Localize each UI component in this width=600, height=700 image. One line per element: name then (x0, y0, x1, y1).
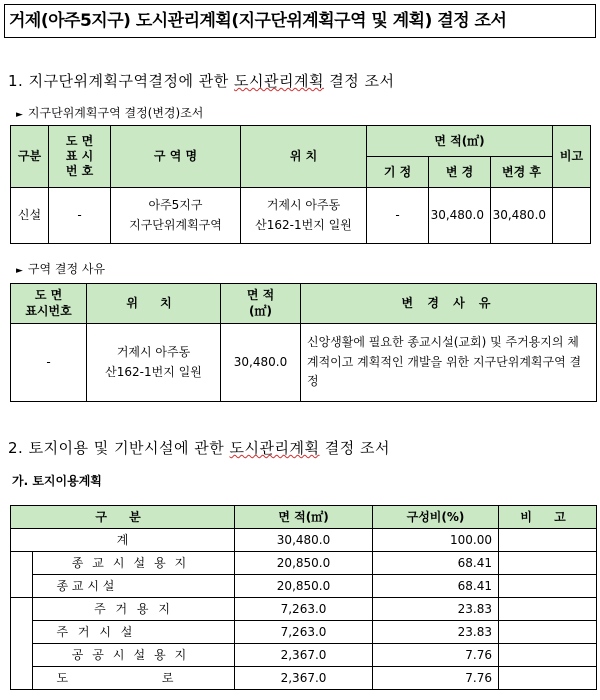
decision-reason-table (10, 283, 597, 402)
triangle-bullet-icon: ► (16, 266, 23, 276)
t3-label: 종교시설용지 (33, 552, 235, 575)
t1-cell-after: 30,480.0 (491, 188, 553, 244)
t1-header-byeon: 변 경 (429, 157, 491, 188)
t3-ratio: 100.00 (373, 529, 499, 552)
t3-bigo (499, 667, 597, 690)
t3-bigo (499, 575, 597, 598)
t1-header-area: 면 적(㎡) (367, 126, 553, 157)
t3-header-bigo: 비 고 (499, 506, 597, 529)
t3-header-gubun: 구 분 (11, 506, 235, 529)
t3-area: 20,850.0 (235, 575, 373, 598)
t3-bigo (499, 529, 597, 552)
t2-cell-reason: 신앙생활에 필요한 종교시설(교회) 및 주거용지의 체계적이고 계획적인 개발을 위한 지구단위계획구역 결정 (301, 324, 597, 402)
t1-cell-gname: 아주5지구 지구단위계획구역 (111, 188, 241, 244)
district-decision-table (10, 125, 591, 244)
t1-header-dmyeon: 도 면 표 시 번 호 (49, 126, 111, 188)
subheading-decision-reason-text: 구역 결정 사유 (27, 262, 106, 276)
t3-bigo (499, 621, 597, 644)
table-row (11, 621, 597, 644)
t1-header-bigo: 비고 (553, 126, 591, 188)
section1-heading-suffix: 결정 조서 (323, 72, 395, 90)
t2-cell-dmyeon: - (11, 324, 87, 402)
t3-header-ratio: 구성비(%) (373, 506, 499, 529)
section2-heading-prefix: 2. 토지이용 및 기반시설에 관한 (8, 439, 230, 457)
t3-label: 계 (11, 529, 235, 552)
t3-area: 20,850.0 (235, 552, 373, 575)
t3-label: 공공시설용지 (33, 644, 235, 667)
t3-indent (11, 575, 33, 598)
t3-ratio: 68.41 (373, 552, 499, 575)
t2-cell-area: 30,480.0 (221, 324, 301, 402)
t3-indent (11, 552, 33, 575)
table-row (11, 598, 597, 621)
section1-heading-underlined: 도시관리계획 (234, 72, 324, 90)
t2-header-area: 면 적 (㎡) (221, 284, 301, 324)
t1-cell-gijeong: - (367, 188, 429, 244)
table-row (11, 324, 597, 402)
section2-heading-suffix: 결정 조서 (319, 439, 390, 457)
section1-heading-prefix: 1. 지구단위계획구역결정에 관한 (8, 72, 234, 90)
t3-ratio: 7.76 (373, 644, 499, 667)
t3-bigo (499, 552, 597, 575)
table-row (11, 552, 597, 575)
t3-area: 7,263.0 (235, 598, 373, 621)
t1-header-wichi: 위 치 (241, 126, 367, 188)
t1-header-gijeong: 기 정 (367, 157, 429, 188)
t3-header-area: 면 적(㎡) (235, 506, 373, 529)
t1-cell-bigo (553, 188, 591, 244)
t1-header-after: 변경 후 (491, 157, 553, 188)
t3-indent (33, 621, 55, 644)
t2-cell-wichi: 거제시 아주동 산162-1번지 일원 (87, 324, 221, 402)
land-use-table (10, 505, 597, 690)
t1-cell-byeon: 30,480.0 (429, 188, 491, 244)
subheading-district-decision (16, 104, 203, 121)
t3-indent (11, 598, 33, 621)
table-row (11, 188, 591, 244)
t3-label: 주 거 용 지 (33, 598, 235, 621)
t3-area: 30,480.0 (235, 529, 373, 552)
table-row (11, 575, 597, 598)
section2-heading-underlined: 도시관리계획 (229, 439, 320, 457)
table-row (11, 529, 597, 552)
t1-cell-wichi: 거제시 아주동 산162-1번지 일원 (241, 188, 367, 244)
t1-cell-dmyeon: - (49, 188, 111, 244)
t3-area: 2,367.0 (235, 644, 373, 667)
subheading-land-use: 가. 토지이용계획 (12, 474, 102, 488)
t2-header-wichi: 위 치 (87, 284, 221, 324)
t3-indent (33, 667, 55, 690)
t3-area: 7,263.0 (235, 621, 373, 644)
t3-indent (11, 667, 33, 690)
t3-label: 종 교 시 설 (55, 575, 235, 598)
t3-indent (11, 644, 33, 667)
table-row (11, 644, 597, 667)
table-row (11, 667, 597, 690)
t3-ratio: 7.76 (373, 667, 499, 690)
section1-heading (8, 70, 394, 91)
section2-heading (8, 437, 390, 458)
t3-bigo (499, 644, 597, 667)
subheading-district-decision-text: 지구단위계획구역 결정(변경)조서 (27, 106, 204, 120)
subheading-decision-reason (16, 260, 105, 277)
t3-ratio: 23.83 (373, 598, 499, 621)
t1-header-gname: 구 역 명 (111, 126, 241, 188)
t2-header-reason: 변 경 사 유 (301, 284, 597, 324)
t3-label: 도 로 (55, 667, 235, 690)
t3-indent (11, 621, 33, 644)
t2-header-dmyeon: 도 면 표시번호 (11, 284, 87, 324)
t3-ratio: 23.83 (373, 621, 499, 644)
t3-bigo (499, 598, 597, 621)
t1-cell-gubun: 신설 (11, 188, 49, 244)
t3-label: 주 거 시 설 (55, 621, 235, 644)
triangle-bullet-icon: ► (16, 110, 23, 120)
t1-header-gubun: 구분 (11, 126, 49, 188)
document-title: 거제(아주5지구) 도시관리계획(지구단위계획구역 및 계획) 결정 조서 (4, 4, 596, 38)
t3-ratio: 68.41 (373, 575, 499, 598)
t3-area: 2,367.0 (235, 667, 373, 690)
t3-indent (33, 575, 55, 598)
